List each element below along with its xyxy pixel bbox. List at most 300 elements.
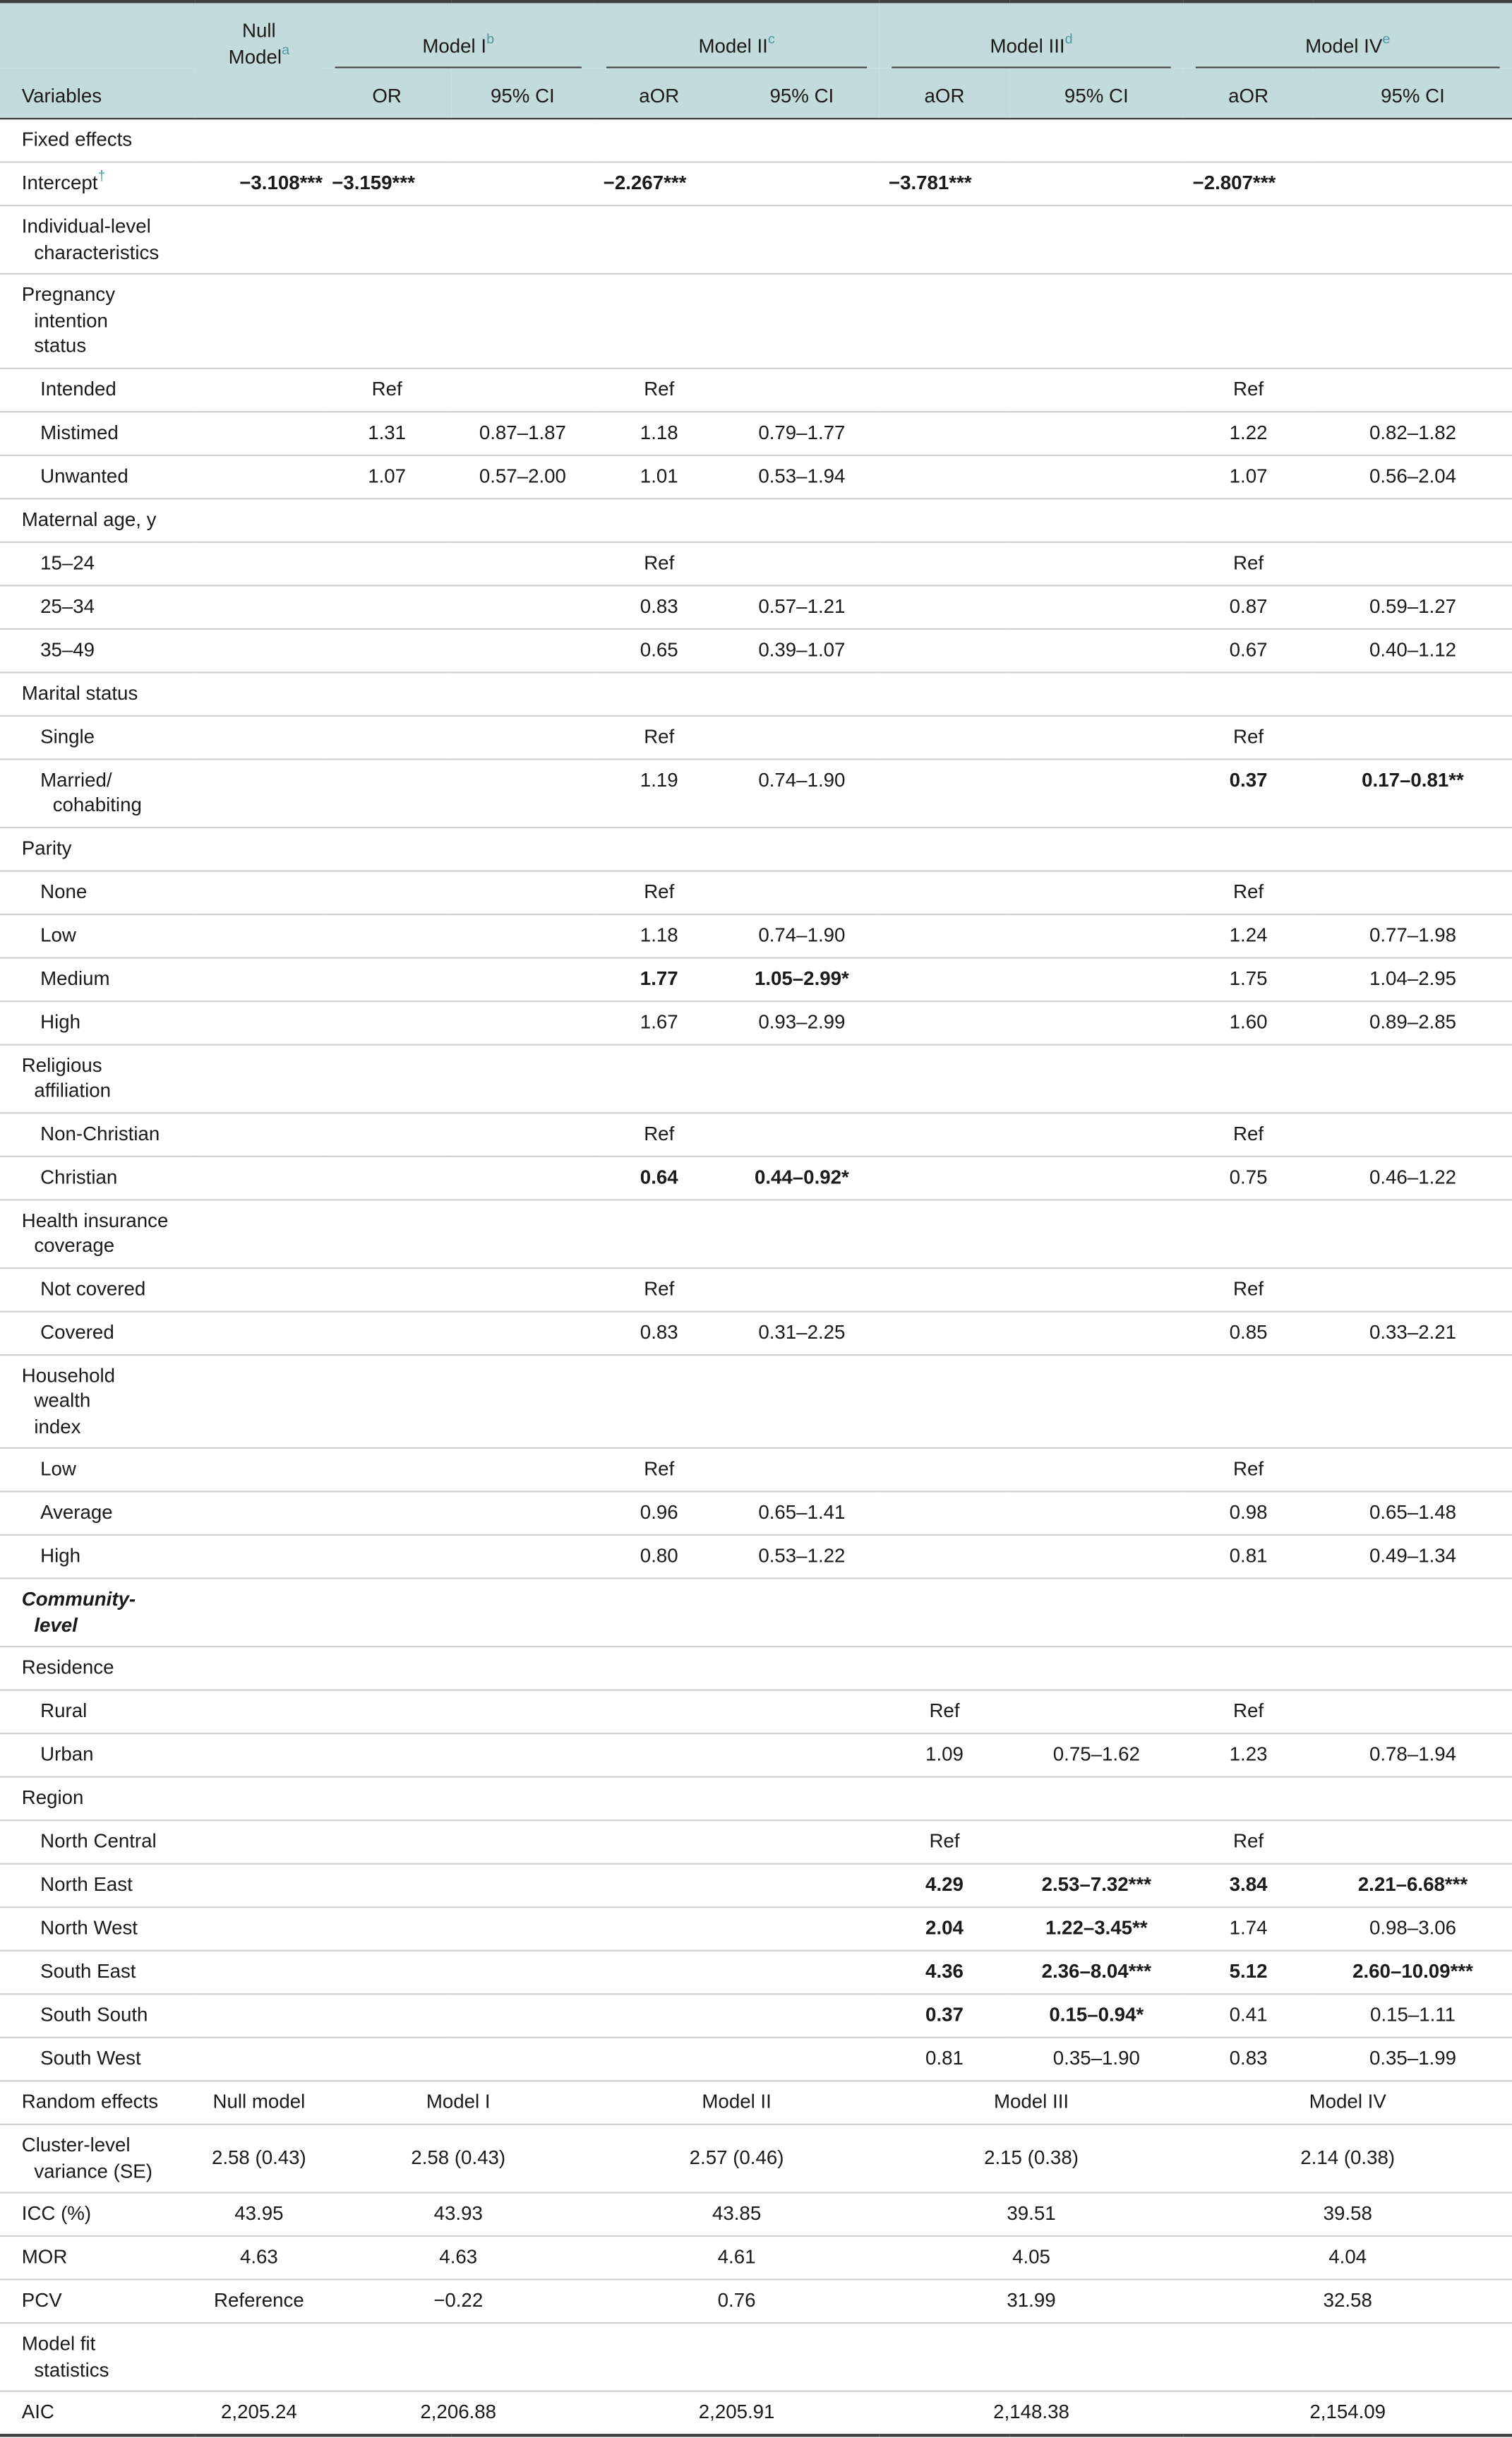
- table-cell: [1314, 1820, 1512, 1864]
- table-cell: 0.65–1.41: [758, 1501, 846, 1524]
- table-cell: [880, 274, 1010, 368]
- table-row: [0, 1907, 1512, 1951]
- table-cell: 43.95: [234, 2202, 284, 2225]
- table-cell: [196, 1951, 323, 1995]
- model-1-or-header: OR: [323, 68, 451, 119]
- table-cell: [451, 1733, 594, 1777]
- model-4-ci-header: 95% CI: [1314, 68, 1512, 119]
- table-cell: [724, 1994, 880, 2038]
- table-cell: 2.58 (0.43): [211, 2146, 306, 2169]
- table-cell: [880, 498, 1010, 542]
- table-cell: 1.75: [1229, 967, 1268, 989]
- table-cell: [1009, 671, 1183, 715]
- table-cell: [724, 119, 880, 162]
- table-cell: 1.77: [640, 967, 678, 989]
- table-cell: 0.35–1.90: [1052, 2048, 1140, 2069]
- table-cell: [1009, 1777, 1183, 1821]
- table-cell: [196, 205, 323, 274]
- table-cell: [451, 1994, 594, 2038]
- table-cell: 0.57–1.21: [758, 594, 846, 617]
- table-cell: 0.56–2.04: [1369, 465, 1457, 486]
- table-cell: [451, 585, 594, 628]
- table-row: [0, 1044, 1512, 1113]
- table-cell: [724, 715, 880, 759]
- table-cell: 0.77–1.98: [1369, 924, 1457, 946]
- model-2-header: Model $II^c$: [594, 1, 879, 68]
- table-cell: 0.15–0.94*: [1049, 2004, 1144, 2026]
- table-cell: [880, 957, 1010, 1001]
- table-cell: [1314, 1267, 1512, 1311]
- table-row: [0, 1199, 1512, 1267]
- table-cell: 0.83: [1229, 2048, 1268, 2069]
- table-row: [0, 1777, 1512, 1821]
- table-cell: 43.93: [433, 2202, 483, 2225]
- table-cell: [451, 1907, 594, 1951]
- table-cell: [1183, 119, 1314, 162]
- table-cell: Model IV: [1309, 2091, 1386, 2113]
- table-cell: 1.18: [640, 924, 678, 946]
- table-cell: 4.05: [1012, 2246, 1050, 2269]
- table-cell: [323, 1112, 451, 1156]
- table-row: [0, 2323, 1512, 2391]
- table-cell: 0.57–2.00: [479, 465, 566, 486]
- table-cell: [196, 628, 323, 672]
- table-cell: [196, 1820, 323, 1864]
- row-label: Medium: [40, 967, 110, 989]
- row-label: Religious affiliation: [21, 1053, 112, 1101]
- table-cell: [1314, 871, 1512, 914]
- table-cell: [323, 1310, 451, 1354]
- table-cell: [724, 1733, 880, 1777]
- table-cell: 1.24: [1229, 924, 1268, 946]
- table-cell: [1314, 498, 1512, 542]
- table-row: [0, 455, 1512, 498]
- table-cell: [323, 1994, 451, 2038]
- table-cell: [323, 628, 451, 672]
- table-cell: 0.17–0.81**: [1362, 768, 1464, 791]
- table-cell: 1.18: [640, 421, 678, 443]
- table-row: [0, 2192, 1512, 2236]
- table-cell: [196, 715, 323, 759]
- table-cell: 1.22: [1229, 421, 1268, 443]
- table-cell: [724, 1044, 880, 1113]
- table-cell: [323, 1733, 451, 1777]
- table-cell: [196, 1354, 323, 1448]
- table-cell: [1009, 1647, 1183, 1690]
- table-cell: [451, 1578, 594, 1647]
- row-label: AIC: [21, 2401, 54, 2423]
- table-cell: [594, 1951, 724, 1995]
- table-cell: [323, 1820, 451, 1864]
- table-cell: 0.98–3.06: [1369, 1917, 1457, 1940]
- table-cell: [323, 1578, 451, 1647]
- table-cell: [880, 628, 1010, 672]
- row-label: High: [40, 1010, 81, 1033]
- table-cell: 4.63: [439, 2246, 478, 2269]
- table-cell: Ref: [1233, 1830, 1264, 1853]
- table-cell: 2.15 (0.38): [984, 2146, 1079, 2169]
- table-cell: [1009, 1267, 1183, 1311]
- table-cell: [880, 2323, 1184, 2391]
- table-cell: [451, 758, 594, 827]
- table-cell: 4.29: [925, 1873, 964, 1896]
- model-3-ci-header: 95% CI: [1009, 68, 1183, 119]
- table-cell: [1314, 1578, 1512, 1647]
- table-cell: [1009, 914, 1183, 957]
- table-cell: [594, 1044, 724, 1113]
- table-cell: 4.61: [717, 2246, 756, 2269]
- row-label: North Central: [40, 1830, 157, 1853]
- table-cell: 1.19: [640, 768, 678, 791]
- table-cell: [1314, 368, 1512, 412]
- row-label: Urban: [40, 1743, 94, 1766]
- table-cell: [451, 205, 594, 274]
- table-cell: [724, 1578, 880, 1647]
- model-3-header: Model III$^d$: [880, 1, 1184, 68]
- table-cell: 0.79–1.77: [758, 421, 846, 443]
- table-cell: [451, 368, 594, 412]
- table-cell: 0.53–1.94: [758, 465, 846, 486]
- table-cell: −2.807***: [1192, 172, 1276, 194]
- table-cell: [196, 1535, 323, 1579]
- table-cell: [1314, 274, 1512, 368]
- table-row: [0, 1491, 1512, 1535]
- table-row: [0, 1690, 1512, 1734]
- table-cell: 2,205.24: [221, 2401, 297, 2423]
- table-cell: [196, 498, 323, 542]
- row-label: 35–49: [40, 638, 95, 660]
- table-cell: 0.15–1.11: [1369, 2004, 1456, 2026]
- table-cell: [196, 1690, 323, 1734]
- table-cell: [594, 1690, 724, 1734]
- table-cell: 43.85: [712, 2202, 762, 2225]
- table-cell: 2.36–8.04***: [1041, 1961, 1151, 1983]
- model-2-aor-header: aOR: [594, 68, 724, 119]
- table-row: [0, 827, 1512, 871]
- table-cell: [1009, 1310, 1183, 1354]
- table-cell: 2.57 (0.46): [689, 2146, 784, 2169]
- table-cell: −3.159***: [332, 172, 415, 194]
- table-cell: [323, 871, 451, 914]
- row-label: PCV: [21, 2289, 62, 2312]
- table-row: [0, 1354, 1512, 1448]
- table-row: [0, 1951, 1512, 1995]
- table-row: [0, 1994, 1512, 2038]
- table-cell: [1009, 1448, 1183, 1492]
- table-cell: [1314, 671, 1512, 715]
- table-cell: [1009, 1354, 1183, 1448]
- row-label: Intended: [40, 377, 116, 400]
- table-row: [0, 585, 1512, 628]
- table-cell: [196, 542, 323, 585]
- table-cell: [323, 957, 451, 1001]
- table-cell: [451, 498, 594, 542]
- table-cell: [724, 542, 880, 585]
- table-cell: [196, 2038, 323, 2081]
- table-cell: [594, 1994, 724, 2038]
- table-cell: Ref: [929, 1699, 960, 1722]
- table-row: [0, 758, 1512, 827]
- table-cell: [196, 1448, 323, 1492]
- table-cell: [196, 957, 323, 1001]
- table-cell: [196, 1733, 323, 1777]
- table-cell: [594, 1864, 724, 1908]
- table-cell: Ref: [1233, 1458, 1264, 1480]
- table-cell: [880, 871, 1010, 914]
- table-cell: [323, 1864, 451, 1908]
- table-cell: 0.74–1.90: [758, 768, 846, 791]
- table-cell: 0.39–1.07: [758, 638, 846, 660]
- table-cell: 0.46–1.22: [1369, 1166, 1457, 1188]
- table-cell: [880, 1354, 1010, 1448]
- table-cell: 0.65–1.48: [1369, 1501, 1457, 1524]
- table-cell: [323, 119, 451, 162]
- table-cell: [451, 2038, 594, 2081]
- table-cell: [323, 1448, 451, 1492]
- table-cell: [323, 274, 451, 368]
- table-cell: [724, 827, 880, 871]
- table-cell: [1009, 162, 1183, 206]
- table-cell: [196, 1578, 323, 1647]
- table-cell: [594, 498, 724, 542]
- table-cell: [196, 1907, 323, 1951]
- table-cell: [724, 871, 880, 914]
- table-cell: 2,148.38: [993, 2401, 1069, 2423]
- table-cell: [1183, 1044, 1314, 1113]
- table-cell: [1314, 1647, 1512, 1690]
- table-cell: [451, 1864, 594, 1908]
- table-cell: Model II: [702, 2091, 772, 2113]
- table-cell: [1009, 827, 1183, 871]
- table-cell: 1.60: [1229, 1010, 1268, 1033]
- table-cell: [1183, 827, 1314, 871]
- table-row: [0, 1820, 1512, 1864]
- row-label: Covered: [40, 1320, 114, 1343]
- table-cell: [594, 1578, 724, 1647]
- table-cell: [724, 1864, 880, 1908]
- table-cell: [323, 1491, 451, 1535]
- table-cell: [451, 1156, 594, 1200]
- table-row: [0, 2038, 1512, 2081]
- table-cell: [196, 585, 323, 628]
- table-cell: 39.58: [1323, 2202, 1372, 2225]
- table-cell: [880, 119, 1010, 162]
- table-cell: [1009, 119, 1183, 162]
- table-cell: 4.63: [239, 2246, 278, 2269]
- row-label: Fixed effects: [21, 129, 133, 151]
- table-cell: [1009, 715, 1183, 759]
- table-cell: [1314, 119, 1512, 162]
- table-row: [0, 274, 1512, 368]
- row-label: Marital status: [21, 681, 138, 704]
- table-cell: [1314, 542, 1512, 585]
- table-cell: [451, 1267, 594, 1311]
- table-cell: [451, 162, 594, 206]
- row-label: South West: [40, 2048, 141, 2069]
- table-cell: [880, 455, 1010, 498]
- table-cell: [724, 1951, 880, 1995]
- table-cell: [451, 628, 594, 672]
- table-cell: 1.01: [640, 465, 678, 486]
- table-cell: 0.59–1.27: [1369, 594, 1457, 617]
- table-cell: Ref: [1233, 551, 1264, 573]
- table-cell: [1009, 1690, 1183, 1734]
- table-cell: [1009, 274, 1183, 368]
- table-cell: [1183, 1777, 1314, 1821]
- table-cell: [196, 1777, 323, 1821]
- table-cell: 0.40–1.12: [1369, 638, 1457, 660]
- table-cell: [1009, 1000, 1183, 1044]
- row-label: Single: [40, 725, 95, 747]
- table-cell: [451, 1199, 594, 1267]
- table-cell: Ref: [1233, 1699, 1264, 1722]
- table-cell: 0.80: [640, 1545, 678, 1567]
- table-cell: [724, 1267, 880, 1311]
- row-label: Mistimed: [40, 421, 119, 443]
- table-cell: [1314, 1199, 1512, 1267]
- row-label: Not covered: [40, 1277, 146, 1299]
- table-cell: [196, 1864, 323, 1908]
- table-cell: [1009, 1578, 1183, 1647]
- table-cell: [724, 1354, 880, 1448]
- table-cell: [594, 827, 724, 871]
- row-label: Maternal age, y: [21, 508, 157, 530]
- table-cell: 0.41: [1229, 2004, 1268, 2026]
- row-label: 15–24: [40, 551, 95, 573]
- table-cell: [1314, 1777, 1512, 1821]
- table-cell: Ref: [1233, 377, 1264, 400]
- table-cell: −2.267***: [603, 172, 687, 194]
- table-cell: [724, 368, 880, 412]
- table-cell: [724, 1820, 880, 1864]
- table-cell: 0.81: [925, 2048, 964, 2069]
- table-cell: [1009, 1491, 1183, 1535]
- table-cell: 2,154.09: [1309, 2401, 1386, 2423]
- table-row: [0, 1535, 1512, 1579]
- table-cell: [724, 162, 880, 206]
- table-cell: 0.53–1.22: [758, 1545, 846, 1567]
- table-cell: [1183, 671, 1314, 715]
- row-label: Region: [21, 1786, 84, 1809]
- table-cell: [323, 1535, 451, 1579]
- table-cell: 2.53–7.32***: [1041, 1873, 1151, 1896]
- table-cell: 0.65: [640, 638, 678, 660]
- table-cell: Ref: [644, 1122, 675, 1145]
- table-cell: [196, 758, 323, 827]
- table-cell: 0.83: [640, 594, 678, 617]
- table-cell: [880, 1310, 1010, 1354]
- table-cell: 0.37: [925, 2004, 964, 2026]
- table-cell: [196, 1199, 323, 1267]
- row-label: Parity: [21, 837, 72, 859]
- table-cell: [594, 205, 724, 274]
- table-row: [0, 2279, 1512, 2323]
- table-cell: 0.35–1.99: [1369, 2048, 1457, 2069]
- table-cell: [880, 1000, 1010, 1044]
- table-cell: Ref: [929, 1830, 960, 1853]
- table-cell: [880, 1044, 1010, 1113]
- table-cell: [880, 1156, 1010, 1200]
- table-cell: [196, 1044, 323, 1113]
- table-cell: 4.04: [1328, 2246, 1367, 2269]
- table-cell: 0.78–1.94: [1369, 1743, 1457, 1766]
- table-cell: [1314, 1112, 1512, 1156]
- table-row: [0, 162, 1512, 206]
- table-cell: [724, 274, 880, 368]
- table-cell: [323, 1000, 451, 1044]
- table-cell: 0.83: [640, 1320, 678, 1343]
- table-cell: [323, 715, 451, 759]
- table-cell: [196, 1267, 323, 1311]
- table-cell: 0.87: [1229, 594, 1268, 617]
- table-cell: [880, 827, 1010, 871]
- table-cell: Ref: [1233, 725, 1264, 747]
- table-cell: Model I: [426, 2091, 491, 2113]
- table-cell: −0.22: [433, 2289, 484, 2312]
- table-cell: [724, 1448, 880, 1492]
- table-cell: [196, 1310, 323, 1354]
- table-cell: [1183, 1199, 1314, 1267]
- table-cell: [451, 1112, 594, 1156]
- table-cell: [451, 1777, 594, 1821]
- table-cell: [196, 368, 323, 412]
- table-cell: [323, 827, 451, 871]
- row-label: Unwanted: [40, 465, 128, 486]
- table-cell: [1009, 368, 1183, 412]
- table-cell: [196, 119, 323, 162]
- table-cell: Model III: [993, 2091, 1069, 2113]
- table-cell: [451, 827, 594, 871]
- table-cell: [880, 368, 1010, 412]
- row-label: Christian: [40, 1166, 118, 1188]
- table-cell: [594, 2323, 879, 2391]
- table-cell: [594, 1354, 724, 1448]
- table-cell: [196, 827, 323, 871]
- table-cell: [1183, 2323, 1512, 2391]
- table-cell: [880, 671, 1010, 715]
- table-cell: −3.108***: [239, 172, 323, 194]
- table-cell: [880, 411, 1010, 455]
- table-cell: [196, 1000, 323, 1044]
- table-cell: [323, 1156, 451, 1200]
- table-cell: [451, 914, 594, 957]
- table-cell: [451, 119, 594, 162]
- table-cell: [724, 1647, 880, 1690]
- table-cell: 1.67: [640, 1010, 678, 1033]
- table-cell: [196, 671, 323, 715]
- table-cell: 1.05–2.99*: [754, 967, 849, 989]
- table-cell: [451, 871, 594, 914]
- table-cell: [451, 542, 594, 585]
- table-cell: [594, 1733, 724, 1777]
- table-cell: 0.37: [1229, 768, 1268, 791]
- table-cell: 31.99: [1007, 2289, 1056, 2312]
- model-4-aor-header: aOR: [1183, 68, 1314, 119]
- table-row: [0, 119, 1512, 162]
- table-cell: [451, 1647, 594, 1690]
- table-cell: 0.93–2.99: [758, 1010, 846, 1033]
- table-cell: [323, 1199, 451, 1267]
- table-row: [0, 498, 1512, 542]
- table-cell: [880, 1112, 1010, 1156]
- table-cell: [451, 274, 594, 368]
- table-cell: 0.82–1.82: [1369, 421, 1457, 443]
- table-cell: Ref: [1233, 880, 1264, 902]
- table-cell: [1009, 585, 1183, 628]
- table-cell: [1009, 1199, 1183, 1267]
- row-label: Cluster-level variance (SE): [21, 2134, 152, 2182]
- table-cell: 0.67: [1229, 638, 1268, 660]
